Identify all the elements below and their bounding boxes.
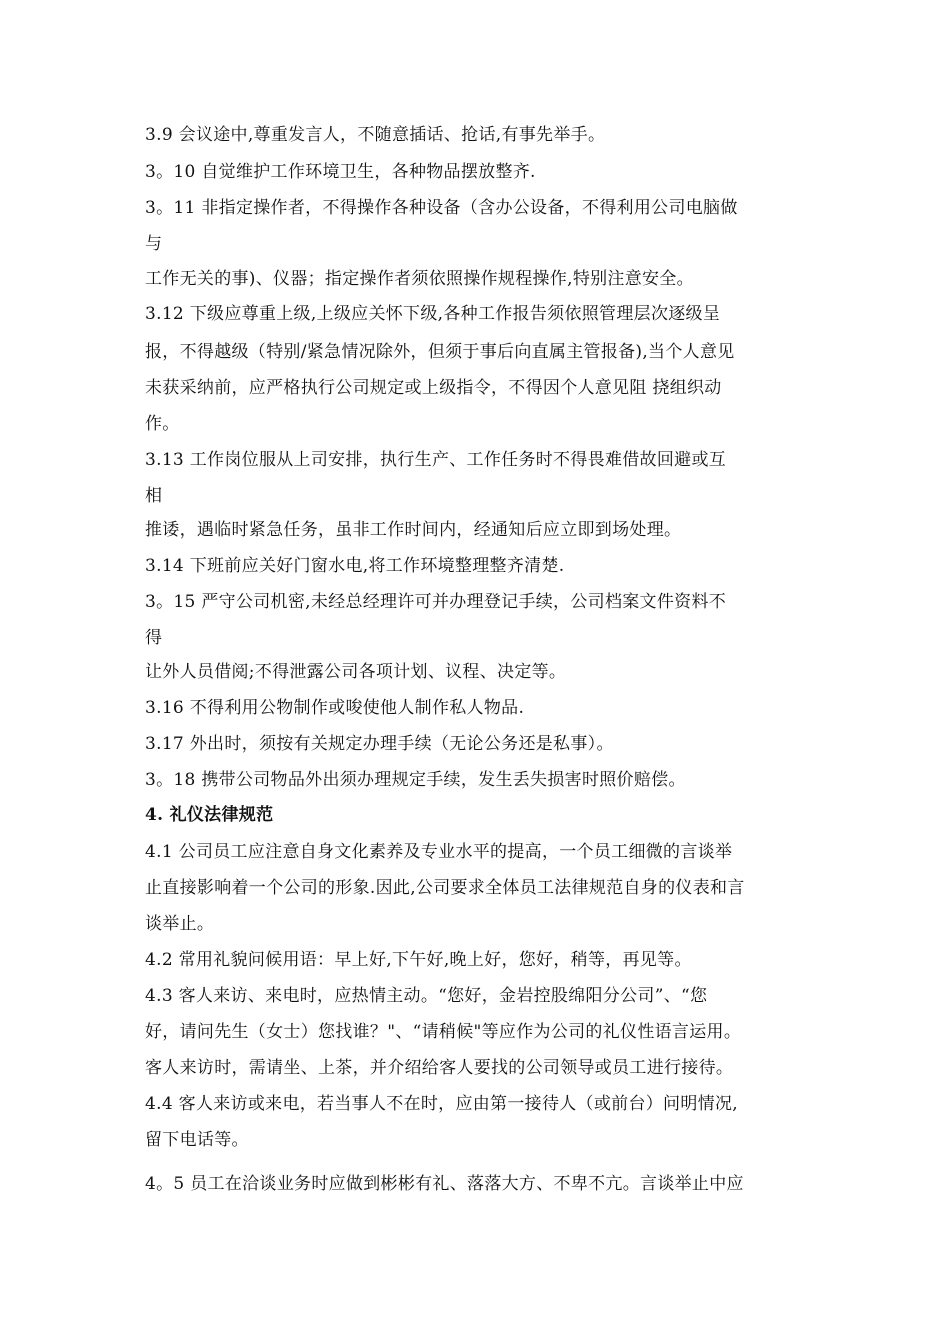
text-line: 得 bbox=[145, 628, 163, 648]
text-line: 3.16 不得利用公物制作或唆使他人制作私人物品. bbox=[145, 698, 525, 718]
text-line: 止直接影响着一个公司的形象.因此,公司要求全体员工法律规范自身的仪表和言 bbox=[145, 878, 745, 898]
text-line: 3。11 非指定操作者，不得操作各种设备（含办公设备，不得利用公司电脑做 bbox=[145, 198, 738, 218]
text-line: 3。15 严守公司机密,未经总经理许可并办理登记手续，公司档案文件资料不 bbox=[145, 592, 727, 612]
text-line: 相 bbox=[145, 486, 163, 506]
text-line: 3.14 下班前应关好门窗水电,将工作环境整理整齐清楚. bbox=[145, 556, 565, 576]
text-line: 3。10 自觉维护工作环境卫生，各种物品摆放整齐. bbox=[145, 162, 536, 182]
text-line: 客人来访时，需请坐、上茶，并介绍给客人要找的公司领导或员工进行接待。 bbox=[145, 1058, 734, 1078]
text-line: 4.4 客人来访或来电，若当事人不在时，应由第一接待人（或前台）问明情况, bbox=[145, 1094, 738, 1114]
text-line: 3.17 外出时，须按有关规定办理手续（无论公务还是私事）。 bbox=[145, 734, 614, 754]
text-line: 与 bbox=[145, 234, 163, 254]
text-line: 报，不得越级（特别/紧急情况除外，但须于事后向直属主管报备),当个人意见 bbox=[145, 342, 735, 362]
text-line: 4。5 员工在洽谈业务时应做到彬彬有礼、落落大方、不卑不亢。言谈举止中应 bbox=[145, 1174, 744, 1194]
text-line: 留下电话等。 bbox=[145, 1130, 249, 1150]
text-line: 3.9 会议途中,尊重发言人，不随意插话、抢话,有事先举手。 bbox=[145, 125, 606, 145]
text-line: 3。18 携带公司物品外出须办理规定手续，发生丢失损害时照价赔偿。 bbox=[145, 770, 686, 790]
text-line: 未获采纳前，应严格执行公司规定或上级指令，不得因个人意见阻 挠组织动 bbox=[145, 378, 722, 398]
text-line: 好，请问先生（女士）您找谁？"、“请稍候"等应作为公司的礼仪性语言运用。 bbox=[145, 1022, 742, 1042]
text-line: 让外人员借阅;不得泄露公司各项计划、议程、决定等。 bbox=[145, 662, 567, 682]
text-line: 谈举止。 bbox=[145, 914, 215, 934]
text-line: 3.13 工作岗位服从上司安排，执行生产、工作任务时不得畏难借故回避或互 bbox=[145, 450, 727, 470]
text-line: 工作无关的事)、仪器；指定操作者须依照操作规程操作,特别注意安全。 bbox=[145, 269, 694, 289]
text-line: 作。 bbox=[145, 414, 180, 434]
text-line: 4.3 客人来访、来电时，应热情主动。“您好，金岩控股绵阳分公司”、“您 bbox=[145, 986, 708, 1006]
text-line: 推诿，遇临时紧急任务，虽非工作时间内，经通知后应立即到场处理。 bbox=[145, 520, 682, 540]
section-heading: 4. 礼仪法律规范 bbox=[145, 805, 274, 825]
text-line: 4.1 公司员工应注意自身文化素养及专业水平的提高，一个员工细微的言谈举 bbox=[145, 842, 733, 862]
text-line: 3.12 下级应尊重上级,上级应关怀下级,各种工作报告须依照管理层次逐级呈 bbox=[145, 304, 721, 324]
text-line: 4.2 常用礼貌问候用语：早上好,下午好,晚上好，您好，稍等，再见等。 bbox=[145, 950, 692, 970]
